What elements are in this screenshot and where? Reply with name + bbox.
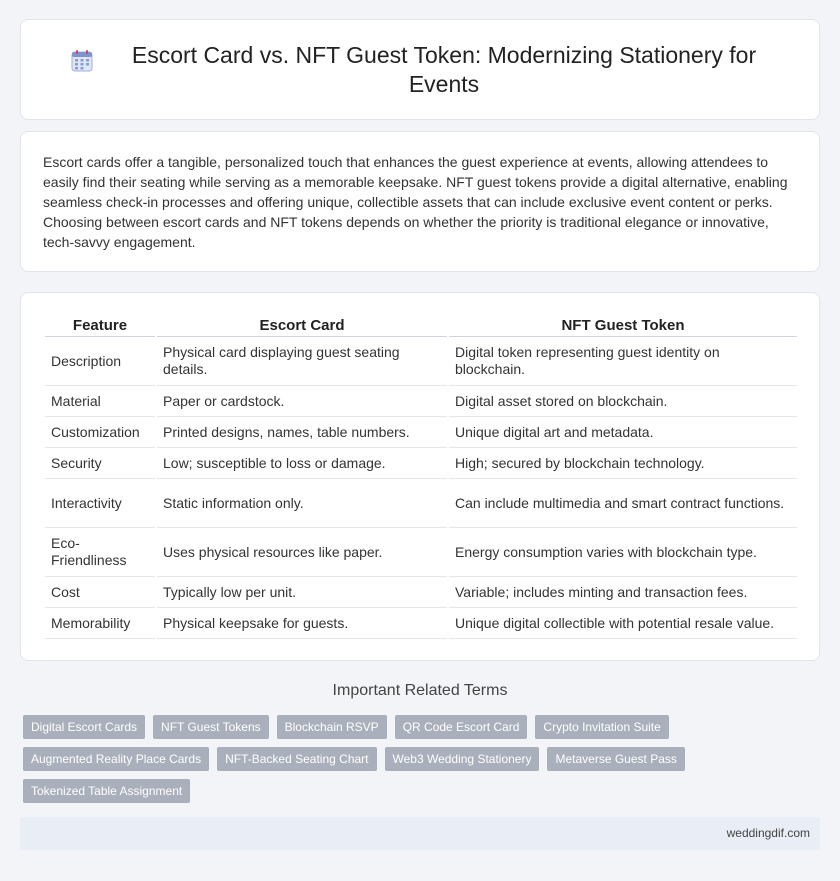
- cell-escort: Typically low per unit.: [157, 577, 447, 608]
- cell-nft: Can include multimedia and smart contract functions.: [449, 479, 797, 528]
- table-row: [45, 608, 797, 639]
- table-row: [45, 448, 797, 479]
- cell-escort: Physical keepsake for guests.: [157, 608, 447, 639]
- comparison-table: [43, 313, 799, 639]
- table-row: [45, 417, 797, 448]
- header-escort-card: Escort Card: [157, 313, 447, 337]
- related-term-tag[interactable]: Digital Escort Cards: [23, 715, 145, 739]
- cell-nft: Energy consumption varies with blockchain type.: [449, 528, 797, 577]
- cell-feature: Customization: [45, 417, 155, 448]
- table-row: [45, 577, 797, 608]
- related-term-tag[interactable]: Augmented Reality Place Cards: [23, 747, 209, 771]
- cell-escort: Static information only.: [157, 479, 447, 528]
- cell-nft: Digital token representing guest identity on blockchain.: [449, 337, 797, 386]
- cell-feature: Description: [45, 337, 155, 386]
- cell-feature: Eco-Friendliness: [45, 528, 155, 577]
- related-term-tag[interactable]: Blockchain RSVP: [277, 715, 387, 739]
- related-term-tag[interactable]: NFT-Backed Seating Chart: [217, 747, 376, 771]
- footer: [20, 817, 820, 850]
- cell-nft: Digital asset stored on blockchain.: [449, 386, 797, 417]
- related-term-tag[interactable]: Crypto Invitation Suite: [535, 715, 668, 739]
- header-feature: Feature: [45, 313, 155, 337]
- related-term-tag[interactable]: Metaverse Guest Pass: [547, 747, 684, 771]
- related-term-tag[interactable]: QR Code Escort Card: [395, 715, 528, 739]
- cell-feature: Memorability: [45, 608, 155, 639]
- cell-feature: Material: [45, 386, 155, 417]
- cell-escort: Uses physical resources like paper.: [157, 528, 447, 577]
- comparison-card: [20, 292, 820, 661]
- related-terms-title: Important Related Terms: [332, 682, 508, 699]
- cell-feature: Security: [45, 448, 155, 479]
- header-card: [20, 19, 820, 120]
- table-row: [45, 479, 797, 528]
- page-title: Escort Card vs. NFT Guest Token: Modernizing Stationery for Events: [131, 41, 757, 97]
- table-row: [45, 337, 797, 386]
- cell-nft: High; secured by blockchain technology.: [449, 448, 797, 479]
- cell-escort: Paper or cardstock.: [157, 386, 447, 417]
- table-row: [45, 386, 797, 417]
- cell-escort: Printed designs, names, table numbers.: [157, 417, 447, 448]
- related-term-tag[interactable]: NFT Guest Tokens: [153, 715, 269, 739]
- footer-site-link[interactable]: weddingdif.com: [726, 826, 810, 840]
- cell-feature: Cost: [45, 577, 155, 608]
- related-term-tag[interactable]: Tokenized Table Assignment: [23, 779, 190, 803]
- cell-nft: Unique digital art and metadata.: [449, 417, 797, 448]
- table-header-row: [45, 313, 797, 337]
- cell-escort: Physical card displaying guest seating details.: [157, 337, 447, 386]
- cell-feature: Interactivity: [45, 479, 155, 528]
- cell-nft: Variable; includes minting and transaction fees.: [449, 577, 797, 608]
- intro-card: [20, 131, 820, 272]
- table-row: [45, 528, 797, 577]
- intro-text: Escort cards offer a tangible, personalized touch that enhances the guest experience at events, allowing attendees to easily find their seating while serving as a memorable keepsake. NFT guest tokens provide a digital alternative, enabling seamless check-in processes and offering unique, collectible assets that can include exclusive event content or perks. Choosing between escort cards and NFT tokens depends on whether the priority is traditional elegance or innovative, tech-savvy engagement.: [43, 154, 788, 250]
- header-nft-token: NFT Guest Token: [449, 313, 797, 337]
- cell-nft: Unique digital collectible with potential resale value.: [449, 608, 797, 639]
- related-terms-list: [23, 715, 823, 811]
- calendar-icon: [70, 49, 94, 73]
- related-term-tag[interactable]: Web3 Wedding Stationery: [385, 747, 540, 771]
- cell-escort: Low; susceptible to loss or damage.: [157, 448, 447, 479]
